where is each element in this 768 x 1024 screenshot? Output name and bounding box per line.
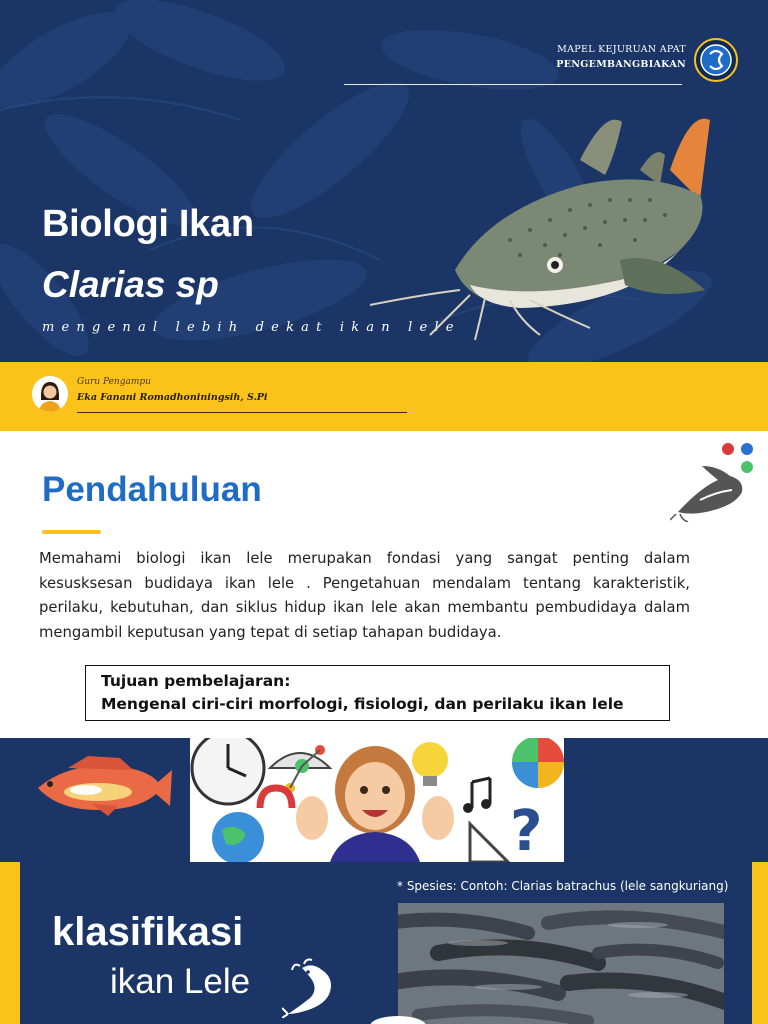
teacher-avatar	[32, 376, 68, 412]
species-note: * Spesies: Contoh: Clarias batrachus (lele sangkuriang)	[397, 879, 729, 893]
teacher-name: Eka Fanani Romadhoniningsih, S.Pi	[77, 392, 268, 403]
hero-subtitle: Clarias sp	[42, 264, 219, 305]
fish-anatomy-illustration	[28, 748, 174, 820]
catfish-group-photo	[398, 903, 724, 1024]
intro-heading: Pendahuluan	[42, 470, 262, 509]
learning-goal-label: Tujuan pembelajaran:	[101, 672, 291, 690]
subject-brand	[556, 42, 686, 72]
right-accent-bar	[752, 862, 768, 1024]
intro-paragraph: Memahami biologi ikan lele merupakan fondasi yang sangat penting dalam kesusksesan budidaya ikan lele . Pengetahuan mendalam tentang karakteristik, perilaku, kebutuhan, dan siklus hidup ikan lele akan membantu pembudidaya dalam mengambil keputusan yang tepat di setiap tahapan budidaya.	[39, 550, 690, 641]
catfish-illustration	[360, 100, 760, 350]
classification-subheading: ikan Lele	[110, 962, 251, 1001]
hero-banner	[0, 0, 768, 362]
classification-heading: klasifikasi	[52, 910, 244, 954]
catfish-dots-icon	[670, 440, 760, 522]
svg-text:?: ?	[510, 799, 543, 862]
hero-divider	[344, 84, 682, 85]
hero-tagline: mengenal lebih dekat ikan lele	[42, 320, 461, 335]
catfish-icon	[282, 958, 344, 1018]
learning-goal-box	[85, 665, 670, 721]
intro-heading-underline	[42, 530, 101, 534]
teacher-underline	[77, 412, 407, 413]
learning-goal-text: Mengenal ciri-ciri morfologi, fisiologi, dan perilaku ikan lele	[101, 695, 624, 713]
brand-line-2: PENGEMBANGBIAKAN	[556, 59, 686, 70]
teacher-bar	[0, 362, 768, 431]
learning-kid-photo	[190, 738, 564, 862]
teacher-role: Guru Pengampu	[77, 377, 151, 387]
hero-title: Biologi Ikan	[42, 203, 254, 245]
school-logo-icon	[694, 38, 738, 82]
brand-line-1: MAPEL KEJURUAN APAT	[557, 44, 686, 55]
left-accent-bar	[0, 862, 20, 1024]
